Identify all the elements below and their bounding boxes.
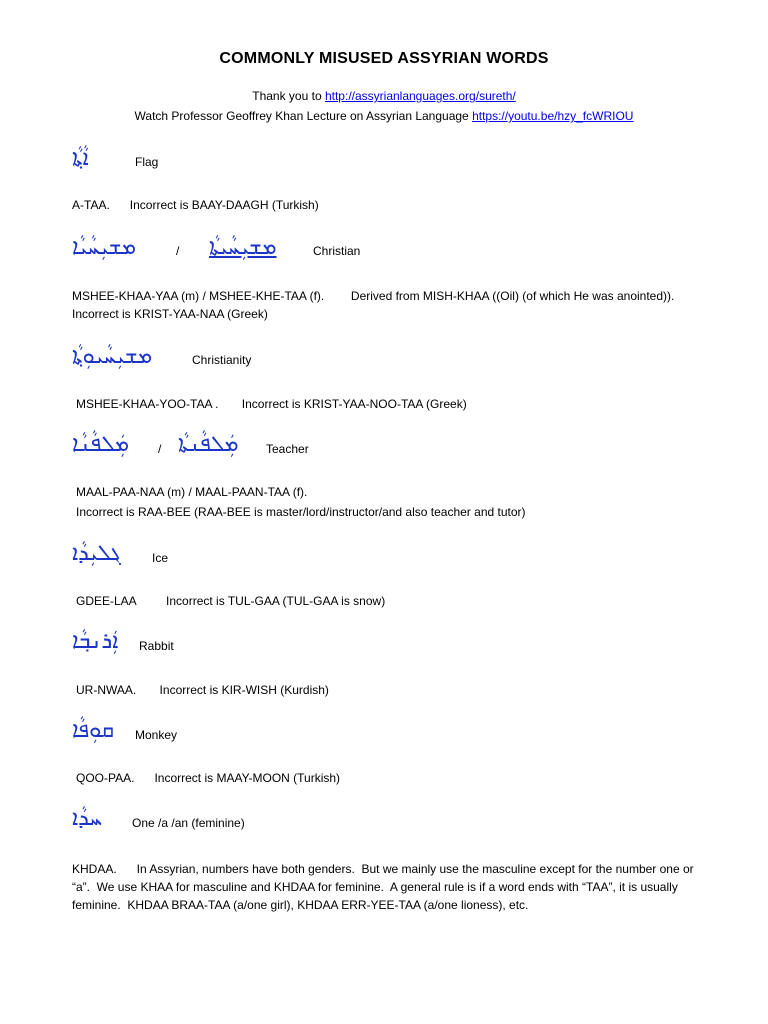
english-word-christian: Christian [313,244,361,258]
explanation-teacher-line1: MAAL-PAA-NAA (m) / MAAL-PAAN-TAA (f). [76,485,308,499]
english-word-one-feminine: One /a /an (feminine) [132,816,245,830]
thanks-line [0,89,768,103]
explanation-teacher-line2: Incorrect is RAA-BEE (RAA-BEE is master/lord/instructor/and also teacher and tutor) [76,505,526,519]
syriac-word-one-feminine: ܚܕܵܐ [72,806,103,831]
english-word-monkey: Monkey [135,728,178,742]
english-word-ice: Ice [152,551,169,565]
syriac-word-christian-m: ܡܫܝܼܚܵܝܵܐ [72,235,137,260]
lecture-line [0,109,768,123]
sureth-link[interactable]: http://assyrianlanguages.org/sureth/ [324,89,516,103]
lecture-prefix: Watch Professor Geoffrey Khan Lecture on Assyrian Language [134,109,473,123]
english-word-christianity: Christianity [192,353,252,367]
page-title: COMMONLY MISUSED ASSYRIAN WORDS [219,50,549,67]
english-word-rabbit: Rabbit [139,639,174,653]
english-word-teacher: Teacher [266,442,309,456]
separator-teacher: / [158,442,162,456]
syriac-word-christianity: ܡܫܝܼܚܵܝܘܼܬ݂ܵܐ [72,344,153,369]
syriac-word-teacher-f: ܡܲܠܦܵܢܬܵܐ [178,432,239,457]
explanation-one-feminine: KHDAA. In Assyrian, numbers have both genders. But we mainly use the masculine except for the number one or “a”. We use KHAA for masculine and KHDAA for feminine. A general rule is if a word ends with “TAA”, it is usually feminine. KHDAA BRAA-TAA (a/one girl), KHDAA ERR-YEE-TAA (a/one lioness), etc. [72,862,697,912]
syriac-word-monkey: ܩܘܼܦܵܐ [72,718,114,743]
explanation-christian: MSHEE-KHAA-YAA (m) / MSHEE-KHE-TAA (f). Derived from MISH-KHAA ((Oil) (of which He was anointed)). Incorrect is KRIST-YAA-NAA (Greek) [72,289,678,321]
syriac-word-ice: ܓܠܝܼܕܵܐ [72,541,122,566]
explanation-christianity: MSHEE-KHAA-YOO-TAA . Incorrect is KRIST-YAA-NOO-TAA (Greek) [76,397,467,411]
explanation-flag: A-TAA. Incorrect is BAAY-DAAGH (Turkish) [72,198,319,212]
syriac-word-teacher-m: ܡܲܠܦܵܢܵܐ [72,432,130,457]
syriac-word-rabbit: ܐܲܪܢܒ݂ܵܐ [72,629,119,654]
explanation-ice: GDEE-LAA Incorrect is TUL-GAA (TUL-GAA is snow) [76,594,386,608]
youtube-link[interactable]: https://youtu.be/hzy_fcWRIOU [472,109,634,123]
explanation-monkey: QOO-PAA. Incorrect is MAAY-MOON (Turkish) [76,771,341,785]
english-word-flag: Flag [135,155,159,169]
syriac-word-christian-f: ܡܫܝܼܚܵܝܬܵܐ [209,235,277,260]
syriac-word-flag: ܐܵܬ݂ܵܐ [72,146,89,171]
explanation-rabbit: UR-NWAA. Incorrect is KIR-WISH (Kurdish) [76,683,329,697]
thanks-prefix: Thank you to [252,89,325,103]
separator-christian: / [176,244,180,258]
